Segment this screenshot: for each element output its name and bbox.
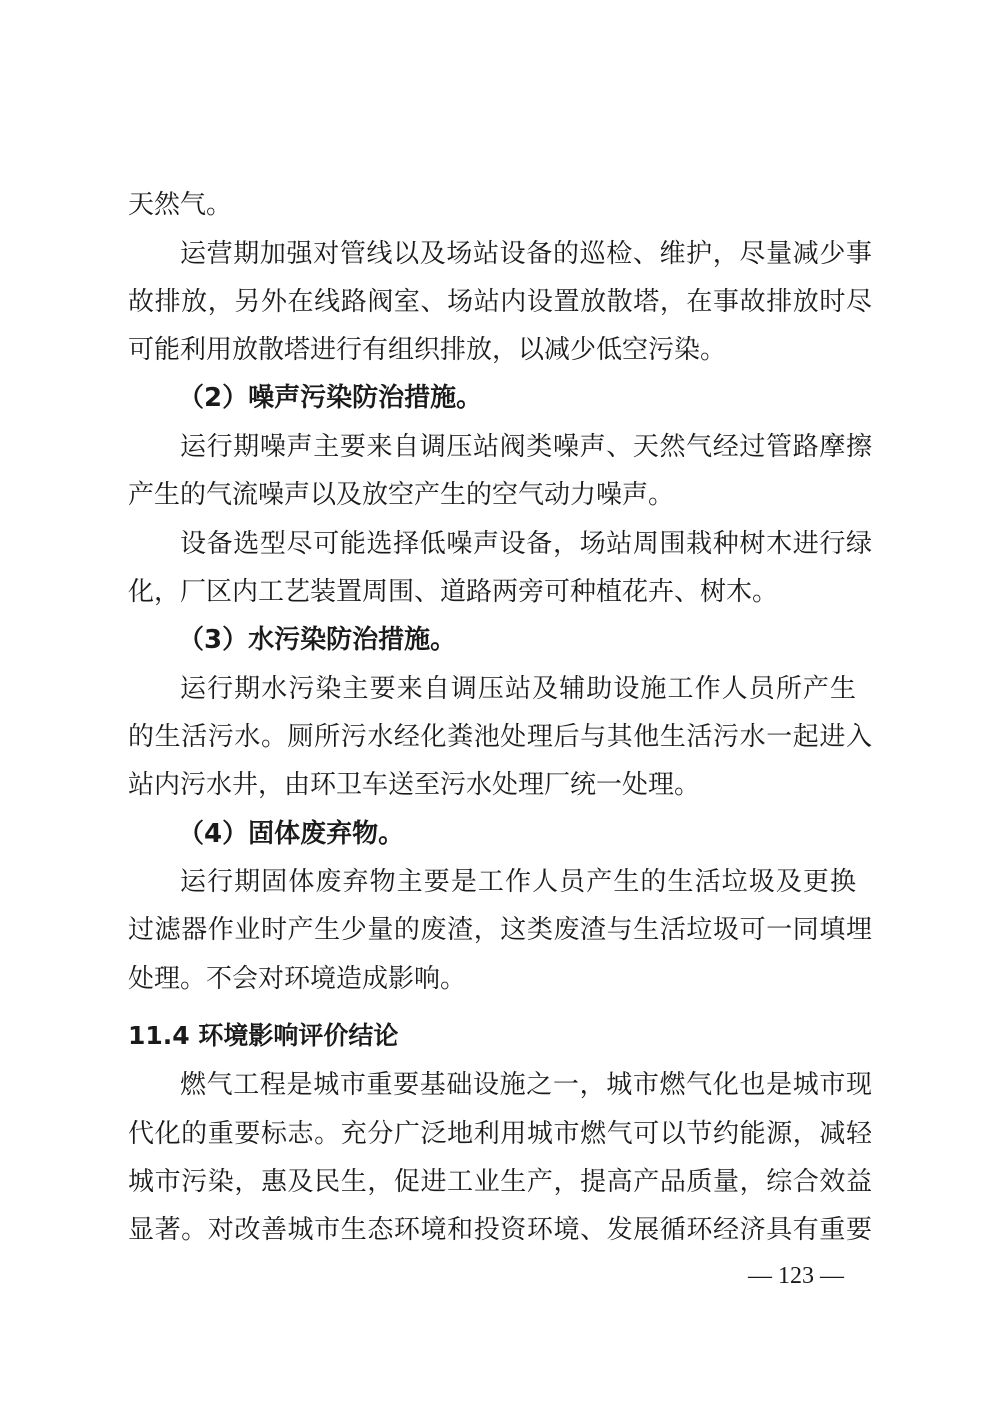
paragraph-line: 城市污染，惠及民生，促进工业生产，提高产品质量，综合效益: [128, 1167, 872, 1197]
paragraph-line: 显著。对改善城市生态环境和投资环境、发展循环经济具有重要: [128, 1215, 872, 1245]
paragraph-line: 故排放，另外在线路阀室、场站内设置放散塔，在事故排放时尽: [128, 287, 872, 317]
paragraph-line: 运营期加强对管线以及场站设备的巡检、维护，尽量减少事: [180, 239, 872, 269]
paragraph-line: 可能利用放散塔进行有组织排放，以减少低空污染。: [128, 335, 727, 365]
paragraph-line: 运行期固体废弃物主要是工作人员产生的生活垃圾及更换: [180, 867, 856, 897]
paragraph-line: 的生活污水。厕所污水经化粪池处理后与其他生活污水一起进入: [128, 722, 872, 752]
paragraph-line: 设备选型尽可能选择低噪声设备，场站周围栽种树木进行绿: [180, 529, 872, 559]
paragraph-line: 站内污水井，由环卫车送至污水处理厂统一处理。: [128, 770, 701, 800]
paragraph-line: 化，厂区内工艺装置周围、道路两旁可种植花卉、树木。: [128, 577, 779, 607]
paragraph-line: 过滤器作业时产生少量的废渣，这类废渣与生活垃圾可一同填埋: [128, 915, 872, 945]
page-number: — 123 —: [748, 1263, 844, 1289]
section-heading-water: （3）水污染防治措施。: [178, 625, 457, 655]
paragraph-line: 代化的重要标志。充分广泛地利用城市燃气可以节约能源，减轻: [128, 1119, 872, 1149]
paragraph-line: 处理。不会对环境造成影响。: [128, 964, 467, 994]
paragraph-line: 运行期噪声主要来自调压站阀类噪声、天然气经过管路摩擦: [180, 432, 872, 462]
paragraph-line: 运行期水污染主要来自调压站及辅助设施工作人员所产生: [180, 674, 856, 704]
text-line: 天然气。: [128, 190, 233, 220]
section-heading-solid-waste: （4）固体废弃物。: [178, 819, 405, 849]
section-heading-11-4: 11.4 环境影响评价结论: [128, 1021, 399, 1050]
paragraph-line: 产生的气流噪声以及放空产生的空气动力噪声。: [128, 480, 675, 510]
section-heading-noise: （2）噪声污染防治措施。: [178, 383, 483, 413]
paragraph-line: 燃气工程是城市重要基础设施之一，城市燃气化也是城市现: [180, 1070, 872, 1100]
